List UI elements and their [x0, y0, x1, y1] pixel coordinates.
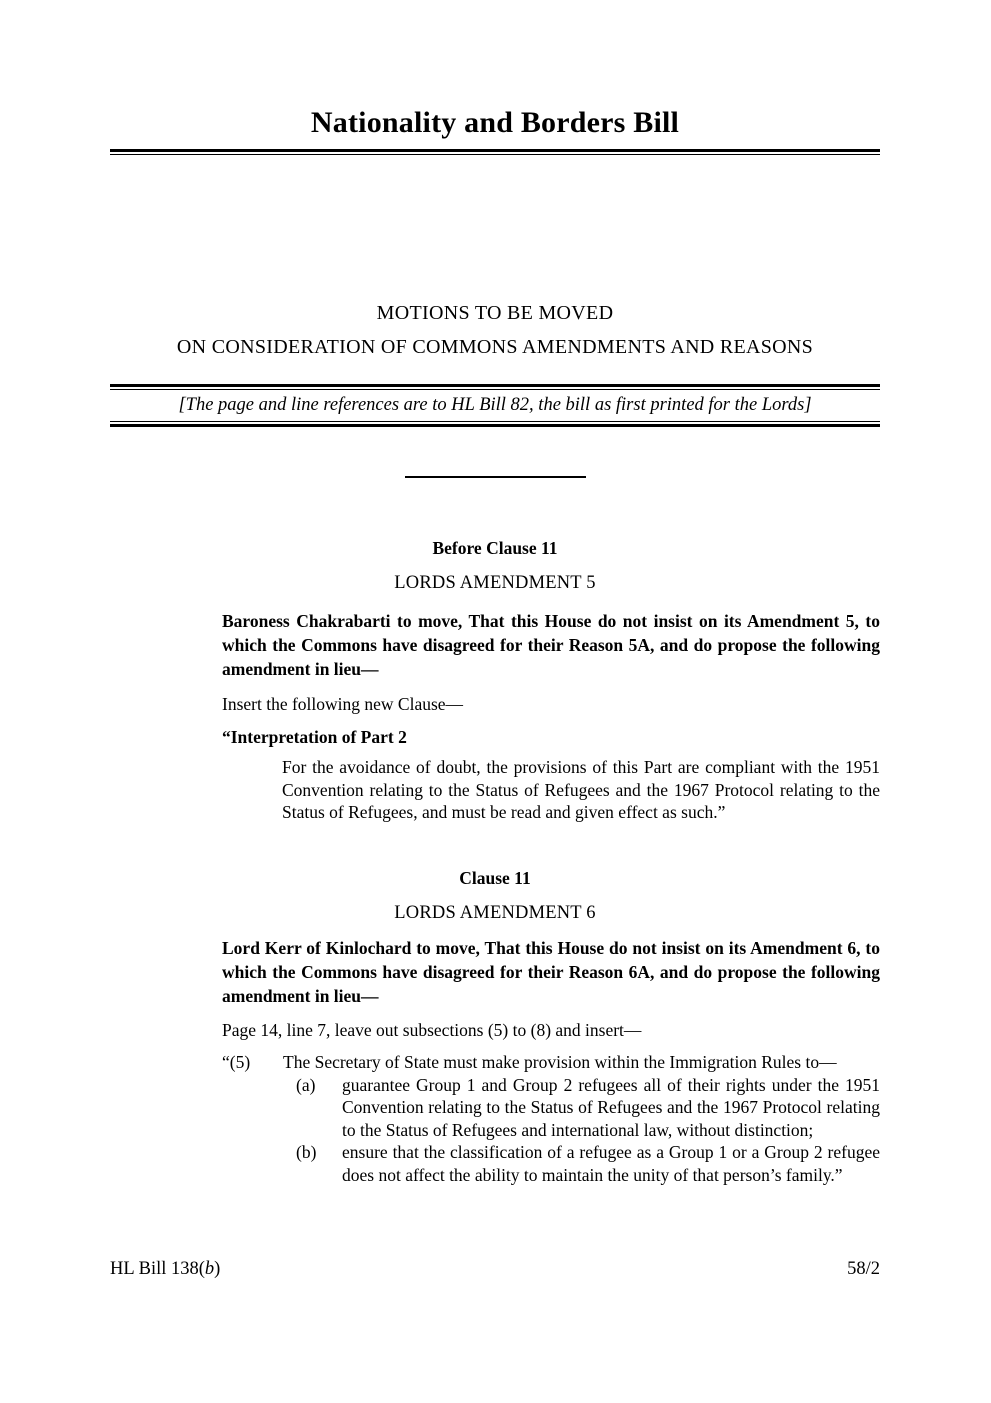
item-b-text: ensure that the classification of a refugee as a Group 1 or a Group 2 refugee does not affect the ability to maintain the unity of that person’s family.” — [342, 1142, 880, 1185]
item-a-text: guarantee Group 1 and Group 2 refugees all of their rights under the 1951 Convention relating to the Status of Refugees and the 1967 Protocol relating to the Status of Refugees and international law, without distinction; — [342, 1074, 880, 1140]
amendment-6-instruction: Page 14, line 7, leave out subsections (5) to (8) and insert— — [222, 1020, 642, 1040]
before-clause-11-heading: Before Clause 11 — [432, 538, 558, 558]
footer-bill-number-prefix: HL Bill 138( — [110, 1259, 205, 1279]
subsection-5-number: “(5) — [222, 1052, 251, 1072]
reference-box-top-rule — [110, 384, 880, 390]
motions-heading-line1: MOTIONS TO BE MOVED — [376, 302, 614, 324]
lords-amendment-5-heading: LORDS AMENDMENT 5 — [394, 573, 596, 593]
new-clause-heading: “Interpretation of Part 2 — [222, 727, 407, 747]
title-double-rule — [110, 149, 880, 155]
subsection-item-a — [296, 1074, 880, 1142]
footer-bill-number-suffix: ) — [214, 1259, 221, 1279]
clause-11-heading: Clause 11 — [459, 868, 531, 888]
amendment-5-instruction: Insert the following new Clause— — [222, 694, 464, 714]
subsection-5-text: The Secretary of State must make provision within the Immigration Rules to— — [283, 1052, 837, 1072]
item-a-label: (a) — [296, 1074, 316, 1095]
amendment-5-motion-text: Baroness Chakrabarti to move, That this House do not insist on its Amendment 5, to which the Commons have disagreed for their Reason 5A, and do propose the following amendment in lieu— — [222, 611, 880, 679]
footer-bill-number-italic: b — [204, 1259, 215, 1279]
motions-heading — [110, 296, 880, 364]
subsection-5-block — [222, 1051, 880, 1186]
subsection-5-row — [222, 1051, 880, 1074]
reference-box-bottom-rule — [110, 421, 880, 427]
item-b-label: (b) — [296, 1142, 317, 1162]
footer-bill-number — [110, 1259, 220, 1280]
reference-note: [The page and line references are to HL Bill 82, the bill as first printed for the Lords] — [178, 395, 812, 415]
document-title: Nationality and Borders Bill — [310, 106, 680, 139]
new-clause-body: For the avoidance of doubt, the provisions of this Part are compliant with the 1951 Convention relating to the Status of Refugees and the 1967 Protocol relating to the Status of Refugees, and must be read and given effect as such.” — [282, 757, 880, 822]
motions-heading-line2: ON CONSIDERATION OF COMMONS AMENDMENTS AND REASONS — [176, 336, 814, 358]
footer-session-number: 58/2 — [847, 1259, 880, 1279]
section-divider-rule — [405, 476, 586, 478]
lords-amendment-6-heading: LORDS AMENDMENT 6 — [394, 903, 596, 923]
amendment-6-motion-text: Lord Kerr of Kinlochard to move, That this House do not insist on its Amendment 6, to which the Commons have disagreed for their Reason 6A, and do propose the following amendment in lieu— — [222, 938, 880, 1006]
page-footer — [110, 1259, 880, 1280]
subsection-item-b — [296, 1141, 880, 1186]
